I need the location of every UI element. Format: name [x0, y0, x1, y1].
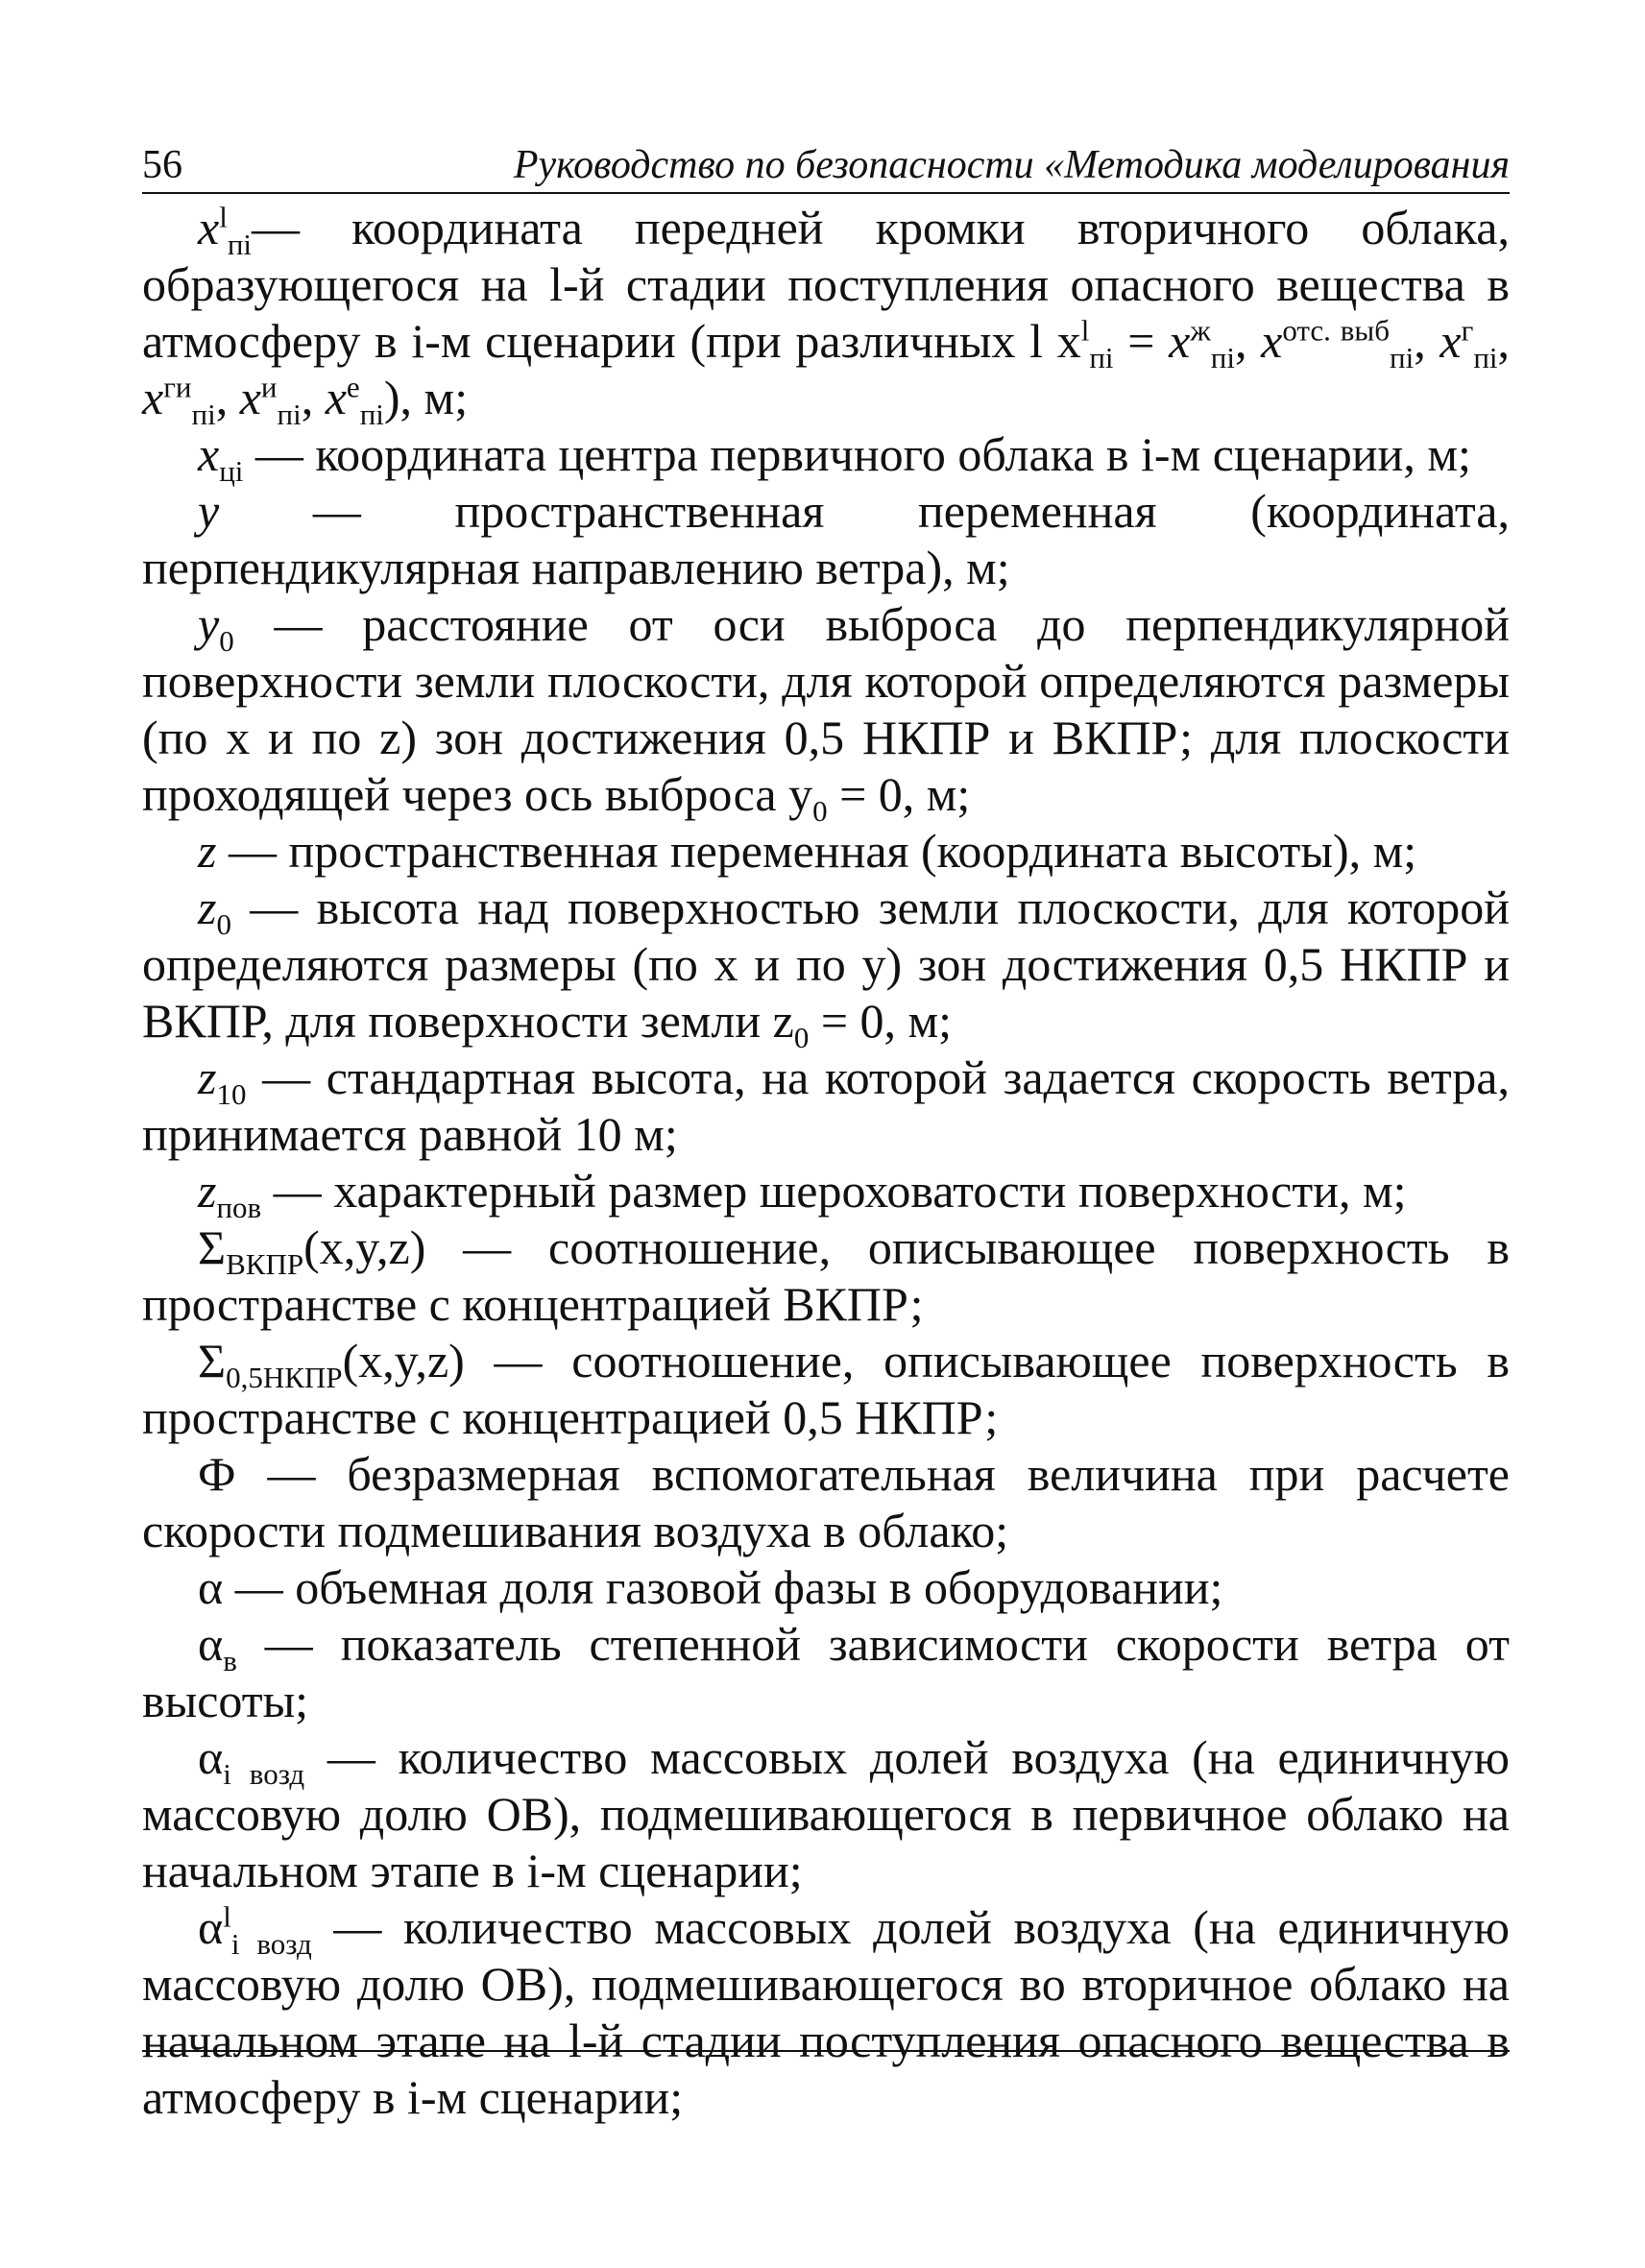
definition-symbol-sub: ВКПР	[226, 1247, 304, 1281]
definition-text: — количество массовых долей воздуха (на единичную массовую долю ОВ), подмешивающегося в первичное облако на начальном этапе в i-м сценарии;	[142, 1730, 1510, 1897]
definition-text: — стандартная высота, на которой задается скорость ветра, принимается равной 10 м;	[142, 1050, 1510, 1161]
definition-item	[142, 1616, 1510, 1729]
definition-symbol-sub: пi	[227, 228, 253, 261]
definition-symbol: z	[198, 1050, 217, 1104]
definition-symbol: α	[198, 1617, 224, 1671]
definition-symbol: α	[198, 1730, 224, 1784]
definition-item	[142, 1559, 1510, 1616]
definition-text: — координата центра первичного облака в i-м сценарии, м;	[243, 427, 1471, 481]
definition-text: — координата передней кромки вторичного облака, образующегося на l-й стадии поступления опасного вещества в атмосферу в i-м сценарии (при различных l x	[142, 201, 1510, 368]
definition-text: — количество массовых долей воздуха (на единичную массовую долю ОВ), подмешивающегося во вторичное облако на начальном этапе на l-й стадии поступления опасного вещества в атмосферу в i-м сценарии;	[142, 1900, 1510, 2124]
definition-symbol: z	[198, 824, 217, 878]
definition-tail: = 0, м;	[809, 994, 953, 1048]
definition-symbol: Ф	[198, 1447, 236, 1501]
definition-symbol-sub: пов	[216, 1191, 262, 1224]
definition-item	[142, 823, 1510, 880]
definition-symbol: α	[198, 1900, 224, 1954]
definition-item	[142, 1899, 1510, 2126]
definition-text: — высота над поверхностью земли плоскости, для которой определяются размеры (по x и по y) зон достижения 0,5 НКПР и ВКПР, для поверхности земли z	[142, 881, 1510, 1048]
footer-rule	[142, 2050, 1510, 2052]
definition-symbol: Σ	[198, 1334, 227, 1387]
definition-item	[142, 426, 1510, 488]
running-title: Руководство по безопасности «Методика моделирования	[513, 143, 1510, 187]
definition-item: $z_0$ — высота над поверхностью земли плоскости, для которой определяются размеры (по x и по y) зон достижения 0,5 НКПР и ВКПР, для поверхности земли $z_0 = 0$, м;	[142, 881, 1510, 1054]
definition-symbol-sub: 10	[216, 1077, 247, 1111]
definition-item	[142, 1729, 1510, 1899]
definition-symbol: x	[198, 427, 220, 481]
definition-item	[142, 483, 1510, 596]
definition-symbol-sub: i возд	[223, 1757, 305, 1791]
document-page	[142, 144, 1510, 2126]
definition-text: — характерный размер шероховатости поверхности, м;	[261, 1164, 1407, 1218]
definition-symbol-sup: l	[223, 1899, 231, 1934]
definition-symbol: y	[198, 484, 220, 538]
definition-symbol-sub: 0,5НКПР	[226, 1361, 343, 1394]
definition-text: — пространственная переменная (координата, перпендикулярная направлению ветра), м;	[142, 484, 1510, 594]
definition-symbol: z	[198, 881, 217, 934]
definition-symbol: Σ	[198, 1220, 227, 1274]
definition-symbol-sub: 0	[216, 907, 231, 941]
definition-item	[142, 1219, 1510, 1333]
definition-symbol-sub: 0	[219, 624, 234, 658]
definition-item	[142, 1446, 1510, 1559]
definition-text: — показатель степенной зависимости скорости ветра от высоты;	[142, 1617, 1510, 1727]
definition-text: — пространственная переменная (координата высоты), м;	[216, 824, 1417, 878]
definitions-list	[142, 200, 1510, 2126]
page-number: 56	[142, 143, 182, 187]
definition-item: $y_0$ — расстояние от оси выброса до перпендикулярной поверхности земли плоскости, для которой определяются размеры (по x и по z) зон достижения 0,5 НКПР и ВКПР; для плоскости проходящей через ось выброса $y_0 = 0$, м;	[142, 597, 1510, 828]
definition-text: — расстояние от оси выброса до перпендикулярной поверхности земли плоскости, для которой определяются размеры (по x и по z) зон достижения 0,5 НКПР и ВКПР; для плоскости проходящей через ось выброса y	[142, 597, 1510, 821]
definition-symbol: x	[198, 201, 220, 254]
definition-symbol: α	[198, 1560, 224, 1614]
definition-tail: , м;	[399, 371, 469, 424]
definition-tail: = 0, м;	[827, 767, 971, 821]
definition-symbol-sub: i возд	[230, 1927, 312, 1961]
definition-symbol: z	[198, 1164, 217, 1218]
page-header	[142, 144, 1510, 194]
definition-symbol-sup: l	[219, 200, 228, 234]
definition-symbol: y	[198, 597, 220, 651]
definition-item: $x^l_{пi}—$ координата передней кромки вторичного облака, образующегося на l-й стадии поступления опасного вещества в атмосферу в i-м сценарии (при различных l $x^l_{пi} = x^ж_{пi}$, $x^{отс. выб}_{пi}$, $x^г_{пi}$, $x^{ги}_{пi}$, $x^и_{пi}$, $x^е_{пi}$), м;	[142, 200, 1511, 431]
definition-text: — безразмерная вспомогательная величина при расчете скорости подмешивания воздуха в облако;	[142, 1447, 1510, 1557]
definition-item	[142, 1050, 1510, 1163]
definition-symbol-sub: цi	[219, 454, 244, 488]
definition-text: (x,y,z) — соотношение, описывающее поверхность в пространстве с концентрацией ВКПР;	[142, 1220, 1510, 1331]
definition-symbol-sub: в	[223, 1644, 237, 1677]
definition-text: — объемная доля газовой фазы в оборудовании;	[223, 1560, 1223, 1614]
definition-item	[142, 1333, 1510, 1446]
definition-text: (x,y,z) — соотношение, описывающее поверхность в пространстве с концентрацией 0,5 НКПР;	[142, 1334, 1510, 1444]
definition-item	[142, 1163, 1510, 1224]
